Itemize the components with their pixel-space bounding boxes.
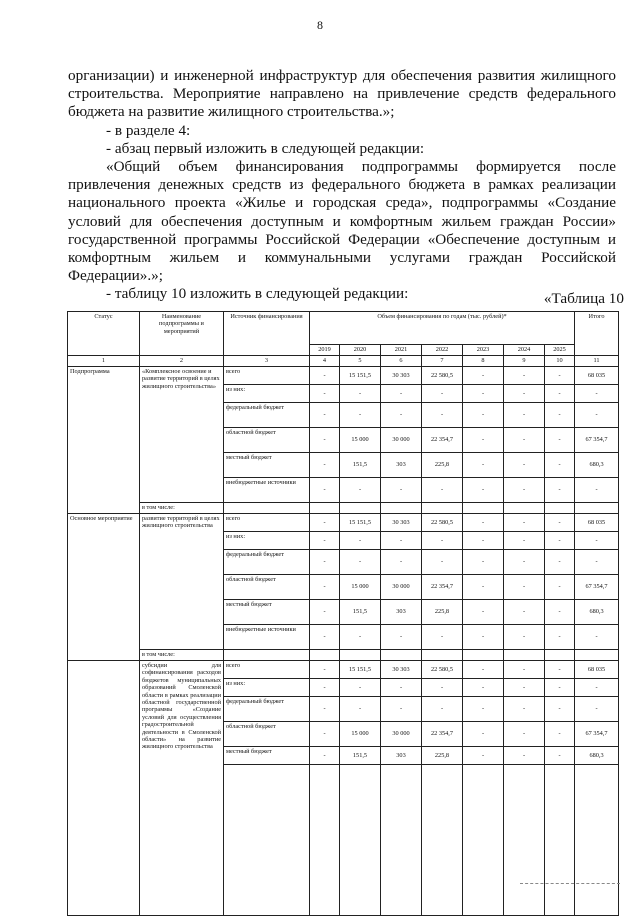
- value-cell: 15 000: [340, 428, 381, 453]
- header-status: Статус: [68, 312, 140, 356]
- value-cell: -: [545, 600, 575, 625]
- document-body: [68, 67, 616, 304]
- source-cell: внебюджетные источники: [224, 478, 310, 503]
- financing-table: [67, 311, 619, 916]
- source-cell: федеральный бюджет: [224, 403, 310, 428]
- total-cell: -: [575, 403, 619, 428]
- total-cell: 67 354,7: [575, 575, 619, 600]
- header-year: 2021: [381, 345, 422, 356]
- column-index: 7: [422, 356, 463, 367]
- header-source: Источник финансирования: [224, 312, 310, 356]
- paragraph-3: - абзац первый изложить в следующей редакции:: [106, 139, 425, 157]
- total-cell: 680,3: [575, 453, 619, 478]
- value-cell: -: [545, 625, 575, 650]
- value-cell: 15 151,5: [340, 514, 381, 532]
- column-index: 3: [224, 356, 310, 367]
- column-index: 2: [140, 356, 224, 367]
- source-cell: из них:: [224, 679, 310, 697]
- value-cell: -: [504, 575, 545, 600]
- value-cell: 151,5: [340, 453, 381, 478]
- value-cell: -: [463, 532, 504, 550]
- value-cell: -: [545, 453, 575, 478]
- status-cell: Основное мероприятие: [68, 514, 140, 661]
- header-year: 2022: [422, 345, 463, 356]
- value-cell: -: [463, 428, 504, 453]
- in-that-number-label: в том числе:: [140, 503, 224, 514]
- value-cell: -: [381, 550, 422, 575]
- activity-name-cell: развитие территорий в целях жилищного строительства: [140, 514, 224, 650]
- value-cell: -: [463, 367, 504, 385]
- value-cell: -: [381, 403, 422, 428]
- source-cell: всего: [224, 661, 310, 679]
- value-cell: 22 354,7: [422, 428, 463, 453]
- value-cell: -: [422, 478, 463, 503]
- value-cell: -: [310, 478, 340, 503]
- value-cell: -: [504, 600, 545, 625]
- column-index: 8: [463, 356, 504, 367]
- source-cell: областной бюджет: [224, 722, 310, 747]
- value-cell: -: [504, 385, 545, 403]
- value-cell: 303: [381, 600, 422, 625]
- value-cell: -: [463, 679, 504, 697]
- value-cell: -: [422, 697, 463, 722]
- source-cell: федеральный бюджет: [224, 697, 310, 722]
- value-cell: -: [463, 600, 504, 625]
- value-cell: -: [463, 478, 504, 503]
- total-cell: 68 035: [575, 514, 619, 532]
- value-cell: -: [310, 747, 340, 765]
- value-cell: -: [310, 428, 340, 453]
- value-cell: -: [463, 697, 504, 722]
- value-cell: -: [463, 403, 504, 428]
- header-year: 2019: [310, 345, 340, 356]
- value-cell: -: [545, 679, 575, 697]
- source-cell: местный бюджет: [224, 747, 310, 765]
- value-cell: 30 000: [381, 428, 422, 453]
- value-cell: -: [422, 385, 463, 403]
- value-cell: -: [340, 478, 381, 503]
- value-cell: 151,5: [340, 747, 381, 765]
- value-cell: -: [504, 428, 545, 453]
- value-cell: 303: [381, 453, 422, 478]
- value-cell: -: [504, 550, 545, 575]
- value-cell: -: [504, 625, 545, 650]
- value-cell: 225,8: [422, 747, 463, 765]
- value-cell: -: [463, 661, 504, 679]
- value-cell: -: [310, 403, 340, 428]
- value-cell: -: [545, 385, 575, 403]
- value-cell: -: [340, 679, 381, 697]
- program-name-cell: «Комплексное освоение и развитие территорий в целях жилищного строительства»: [140, 367, 224, 503]
- value-cell: -: [310, 575, 340, 600]
- value-cell: 30 303: [381, 661, 422, 679]
- value-cell: -: [310, 661, 340, 679]
- value-cell: -: [504, 367, 545, 385]
- source-cell: внебюджетные источники: [224, 625, 310, 650]
- source-cell: из них:: [224, 532, 310, 550]
- source-cell: местный бюджет: [224, 600, 310, 625]
- source-cell: местный бюджет: [224, 453, 310, 478]
- value-cell: -: [310, 722, 340, 747]
- value-cell: 225,8: [422, 600, 463, 625]
- value-cell: -: [545, 514, 575, 532]
- column-index: 6: [381, 356, 422, 367]
- value-cell: -: [381, 679, 422, 697]
- header-year: 2024: [504, 345, 545, 356]
- total-cell: 67 354,7: [575, 428, 619, 453]
- value-cell: -: [340, 532, 381, 550]
- total-cell: 68 035: [575, 367, 619, 385]
- value-cell: 30 000: [381, 722, 422, 747]
- subsidy-name-cell: субсидии для софинансирования расходов бюджетов муниципальных образований Смоленской области в рамках реализации областной государственной программы «Создание условий для осуществления градостроительной деятельности в Смоленской области» на развитие жилищного строительства: [140, 661, 224, 916]
- total-cell: 680,3: [575, 747, 619, 765]
- value-cell: 22 580,5: [422, 367, 463, 385]
- value-cell: -: [381, 697, 422, 722]
- value-cell: -: [504, 403, 545, 428]
- value-cell: 15 151,5: [340, 661, 381, 679]
- page-number: 8: [317, 18, 323, 32]
- value-cell: -: [463, 747, 504, 765]
- value-cell: -: [422, 532, 463, 550]
- value-cell: -: [340, 625, 381, 650]
- value-cell: -: [545, 661, 575, 679]
- value-cell: -: [504, 722, 545, 747]
- column-index: 11: [575, 356, 619, 367]
- value-cell: -: [422, 403, 463, 428]
- value-cell: -: [310, 625, 340, 650]
- paragraph-1: организации) и инженерной инфраструктур для обеспечения развития жилищного строительства. Мероприятие направлено на привлечение средств федерального бюджета на развитие жилищного строительства.»;: [68, 67, 616, 121]
- value-cell: 30 303: [381, 367, 422, 385]
- value-cell: 30 303: [381, 514, 422, 532]
- value-cell: -: [422, 625, 463, 650]
- value-cell: -: [545, 367, 575, 385]
- value-cell: -: [463, 550, 504, 575]
- column-index: 4: [310, 356, 340, 367]
- total-cell: -: [575, 532, 619, 550]
- value-cell: -: [504, 747, 545, 765]
- total-cell: -: [575, 697, 619, 722]
- value-cell: -: [504, 661, 545, 679]
- value-cell: -: [310, 550, 340, 575]
- source-cell: всего: [224, 367, 310, 385]
- value-cell: -: [545, 722, 575, 747]
- value-cell: 15 000: [340, 575, 381, 600]
- value-cell: -: [310, 367, 340, 385]
- value-cell: 22 580,5: [422, 514, 463, 532]
- total-cell: 67 354,7: [575, 722, 619, 747]
- value-cell: -: [422, 679, 463, 697]
- value-cell: 15 000: [340, 722, 381, 747]
- value-cell: -: [545, 403, 575, 428]
- column-index: 9: [504, 356, 545, 367]
- source-cell: из них:: [224, 385, 310, 403]
- value-cell: -: [463, 625, 504, 650]
- value-cell: -: [381, 625, 422, 650]
- value-cell: 30 000: [381, 575, 422, 600]
- source-cell: федеральный бюджет: [224, 550, 310, 575]
- value-cell: -: [545, 428, 575, 453]
- value-cell: 22 354,7: [422, 575, 463, 600]
- column-index: 5: [340, 356, 381, 367]
- value-cell: -: [545, 532, 575, 550]
- value-cell: -: [504, 532, 545, 550]
- value-cell: -: [504, 697, 545, 722]
- total-cell: 680,3: [575, 600, 619, 625]
- value-cell: -: [545, 575, 575, 600]
- value-cell: 22 580,5: [422, 661, 463, 679]
- value-cell: -: [545, 747, 575, 765]
- header-year: 2025: [545, 345, 575, 356]
- total-cell: -: [575, 679, 619, 697]
- value-cell: -: [381, 478, 422, 503]
- paragraph-5: - таблицу 10 изложить в следующей редакции:: [106, 285, 409, 303]
- total-cell: -: [575, 550, 619, 575]
- total-cell: -: [575, 625, 619, 650]
- value-cell: -: [340, 385, 381, 403]
- header-volume: Объем финансирования по годам (тыс. рублей)*: [310, 312, 575, 345]
- value-cell: 225,8: [422, 453, 463, 478]
- value-cell: -: [340, 697, 381, 722]
- value-cell: -: [545, 478, 575, 503]
- value-cell: -: [381, 385, 422, 403]
- value-cell: -: [381, 532, 422, 550]
- total-cell: -: [575, 385, 619, 403]
- value-cell: -: [504, 514, 545, 532]
- value-cell: -: [463, 385, 504, 403]
- value-cell: -: [504, 453, 545, 478]
- header-year: 2023: [463, 345, 504, 356]
- paragraph-2: - в разделе 4:: [106, 121, 191, 139]
- value-cell: -: [463, 722, 504, 747]
- paragraph-4: «Общий объем финансирования подпрограммы формируется после привлечения денежных средств из федерального бюджета в рамках реализации национального проекта «Жилье и городская среда», подпрограммы «Создание условий для обеспечения доступным и комфортным жильем граждан России» государственной программы Российской Федерации «Обеспечение доступным и комфортным жильем и коммунальными услугами граждан Российской Федерации».»;: [68, 158, 616, 285]
- value-cell: -: [310, 679, 340, 697]
- source-cell: областной бюджет: [224, 575, 310, 600]
- value-cell: -: [310, 453, 340, 478]
- column-index: 1: [68, 356, 140, 367]
- source-cell: областной бюджет: [224, 428, 310, 453]
- header-total: Итого: [575, 312, 619, 356]
- value-cell: -: [310, 532, 340, 550]
- value-cell: -: [463, 453, 504, 478]
- value-cell: 303: [381, 747, 422, 765]
- source-cell: всего: [224, 514, 310, 532]
- value-cell: -: [504, 478, 545, 503]
- header-year: 2020: [340, 345, 381, 356]
- value-cell: -: [545, 697, 575, 722]
- value-cell: -: [340, 550, 381, 575]
- value-cell: -: [310, 385, 340, 403]
- in-that-number-label: в том числе:: [140, 650, 224, 661]
- total-cell: -: [575, 478, 619, 503]
- value-cell: -: [310, 600, 340, 625]
- value-cell: -: [340, 403, 381, 428]
- status-cell: Подпрограмма: [68, 367, 140, 514]
- total-cell: 68 035: [575, 661, 619, 679]
- table-caption: «Таблица 10: [543, 290, 624, 307]
- column-index: 10: [545, 356, 575, 367]
- header-name: Наименование подпрограммы и мероприятий: [140, 312, 224, 356]
- value-cell: -: [463, 575, 504, 600]
- value-cell: -: [463, 514, 504, 532]
- value-cell: 15 151,5: [340, 367, 381, 385]
- value-cell: 22 354,7: [422, 722, 463, 747]
- value-cell: -: [504, 679, 545, 697]
- value-cell: -: [310, 697, 340, 722]
- value-cell: 151,5: [340, 600, 381, 625]
- value-cell: -: [422, 550, 463, 575]
- footer-dashed-line: [520, 883, 620, 884]
- value-cell: -: [310, 514, 340, 532]
- empty-status-cell: [68, 661, 140, 916]
- value-cell: -: [545, 550, 575, 575]
